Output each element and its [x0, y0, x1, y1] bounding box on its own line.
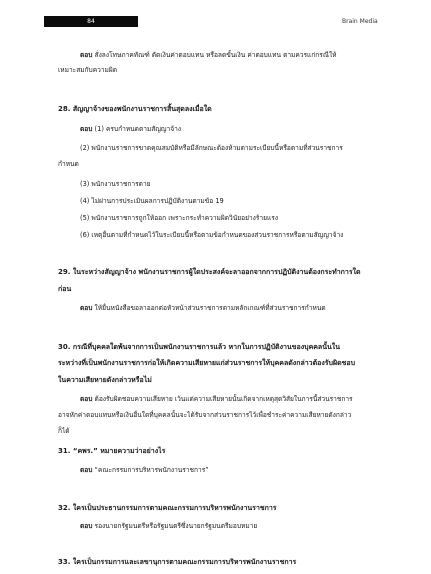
answer-label: ตอบ [80, 125, 93, 133]
q28-item-4: (4) ไม่ผ่านการประเมินผลการปฏิบัติงานตามข้อ 19 [80, 197, 224, 205]
question-32: 32. ใครเป็นประธานกรรมการตามคณะกรรมการบริหารพนักงานราชการ [58, 504, 277, 512]
q28-item-1-text: (1) ครบกำหนดตามสัญญาจ้าง [94, 125, 182, 133]
question-31: 31. “คพร.” หมายความว่าอย่างไร [58, 447, 166, 455]
question-30-line-1: 30. กรณีที่บุคคลใดพ้นจากการเป็นพนักงานราชการแล้ว หากในการปฏิบัติงานของบุคคลนั้นใน [58, 343, 340, 351]
question-28: 28. สัญญาจ้างของพนักงานราชการสิ้นสุดลงเมื่อใด [58, 105, 212, 113]
page-number: 84 [87, 18, 95, 25]
q29-answer [80, 303, 326, 313]
answer-label: ตอบ [80, 522, 93, 530]
q28-item-5: (5) พนักงานราชการถูกให้ออก เพราะกระทำความผิดวินัยอย่างร้ายแรง [80, 214, 278, 222]
question-29-line-1: 29. ในระหว่างสัญญาจ้าง พนักงานราชการผู้ใดประสงค์จะลาออกจากการปฏิบัติงานต้องกระทำการใด [58, 268, 361, 276]
q30-answer-line-2: อาจหักค่าตอบแทนหรือเงินอื่นใดที่บุคคลนั้นจะได้รับจากส่วนราชการไว้เพื่อชำระค่าความเสียหายดังกล่าว [58, 411, 352, 419]
answer-label: ตอบ [80, 395, 93, 403]
q30-answer-line-1 [80, 394, 353, 404]
q28-item-1 [80, 124, 181, 134]
q32-answer [80, 521, 257, 531]
question-30-line-2: ระหว่างที่เป็นพนักงานราชการก่อให้เกิดความเสียหายแก่ส่วนราชการให้บุคคลดังกล่าวต้องรับผิดชอบ [58, 359, 356, 367]
prev-answer-line-1 [80, 50, 337, 60]
page-number-bar [44, 16, 138, 27]
q31-answer-text: “คณะกรรมการบริหารพนักงานราชการ” [94, 466, 209, 474]
question-29-line-2: ก่อน [58, 285, 72, 293]
answer-label: ตอบ [80, 466, 93, 474]
brand-name: Brain Media [342, 18, 378, 25]
question-33: 33. ใครเป็นกรรมการและเลขานุการตามคณะกรรมการบริหารพนักงานราชการ [58, 558, 297, 566]
q30-answer-text-1: ต้องรับผิดชอบความเสียหาย เว้นแต่ความเสียหายนั้นเกิดจากเหตุสุดวิสัยในการนี้ส่วนราชการ [94, 395, 353, 403]
answer-label: ตอบ [80, 304, 93, 312]
q28-item-2-cont: กำหนด [58, 160, 79, 168]
q31-answer [80, 465, 209, 475]
prev-answer-text-1: สั่งลงโทษภาคทัณฑ์ ตัดเงินค่าตอบแทน หรือลดขั้นเงิน ค่าตอบแทน ตามควรแก่กรณีให้ [94, 51, 337, 59]
question-30-line-3: ในความเสียหายดังกล่าวหรือไม่ [58, 376, 152, 384]
q29-answer-text: ให้ยื่นหนังสือขอลาออกต่อหัวหน้าส่วนราชการตามหลักเกณฑ์ที่ส่วนราชการกำหนด [94, 304, 326, 312]
q28-item-3: (3) พนักงานราชการตาย [80, 180, 151, 188]
q30-answer-line-3: ก็ได้ [58, 427, 70, 435]
q32-answer-text: รองนายกรัฐมนตรีหรือรัฐมนตรีซึ่งนายกรัฐมนตรีมอบหมาย [94, 522, 258, 530]
prev-answer-line-2: เหมาะสมกับความผิด [58, 66, 118, 74]
answer-label: ตอบ [80, 51, 93, 59]
q28-item-6: (6) เหตุอื่นตามที่กำหนดไว้ในระเบียบนี้หรือตามข้อกำหนดของส่วนราชการหรือตามสัญญาจ้าง [80, 231, 344, 239]
q28-item-2: (2) พนักงานราชการขาดคุณสมบัติหรือมีลักษณะต้องห้ามตามระเบียบนี้หรือตามที่ส่วนราชการ [80, 144, 343, 152]
